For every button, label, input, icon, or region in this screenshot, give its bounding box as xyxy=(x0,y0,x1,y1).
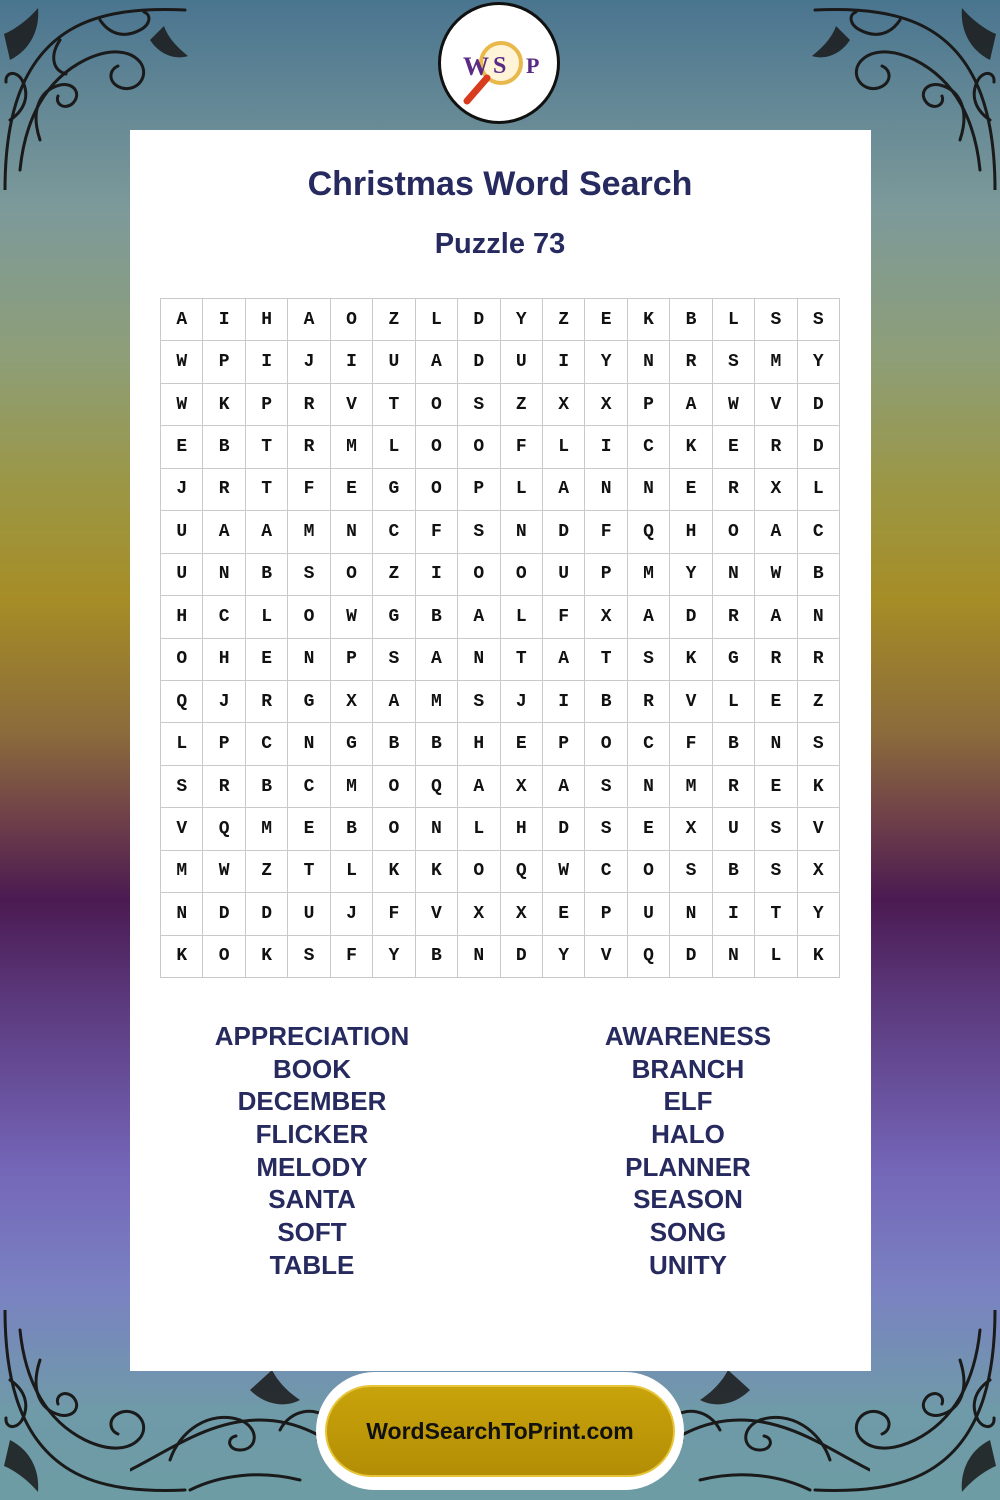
grid-cell[interactable]: D xyxy=(543,808,585,850)
grid-cell[interactable]: V xyxy=(670,681,712,723)
grid-cell[interactable]: Z xyxy=(373,299,415,341)
grid-cell[interactable]: H xyxy=(458,723,500,765)
grid-cell[interactable]: U xyxy=(161,511,203,553)
grid-cell[interactable]: J xyxy=(501,681,543,723)
grid-cell[interactable]: O xyxy=(585,723,627,765)
grid-cell[interactable]: N xyxy=(331,511,373,553)
word-list-right xyxy=(538,1020,838,1282)
grid-cell[interactable]: R xyxy=(798,639,840,681)
grid-cell[interactable]: R xyxy=(713,766,755,808)
grid-cell[interactable]: R xyxy=(628,681,670,723)
grid-cell[interactable]: J xyxy=(331,893,373,935)
grid-cell[interactable]: Q xyxy=(628,936,670,978)
grid-cell[interactable]: N xyxy=(585,469,627,511)
grid-cell[interactable]: L xyxy=(798,469,840,511)
grid-cell[interactable]: L xyxy=(331,851,373,893)
grid-cell[interactable]: X xyxy=(331,681,373,723)
grid-cell[interactable]: L xyxy=(416,299,458,341)
word-list-item: HALO xyxy=(651,1119,725,1150)
grid-cell[interactable]: M xyxy=(331,426,373,468)
site-logo[interactable] xyxy=(438,2,560,124)
grid-cell[interactable]: M xyxy=(246,808,288,850)
word-list-item: SANTA xyxy=(268,1184,356,1215)
grid-cell[interactable]: F xyxy=(501,426,543,468)
grid-cell[interactable]: S xyxy=(713,341,755,383)
grid-cell[interactable]: Y xyxy=(798,341,840,383)
grid-cell[interactable]: S xyxy=(458,384,500,426)
grid-cell[interactable]: H xyxy=(203,639,245,681)
grid-cell[interactable]: N xyxy=(628,766,670,808)
grid-cell[interactable]: N xyxy=(798,596,840,638)
grid-cell[interactable]: S xyxy=(755,851,797,893)
grid-cell[interactable]: C xyxy=(373,511,415,553)
grid-cell[interactable]: B xyxy=(416,723,458,765)
grid-cell[interactable]: B xyxy=(798,554,840,596)
grid-cell[interactable]: M xyxy=(416,681,458,723)
word-list-item: APPRECIATION xyxy=(214,1021,410,1051)
grid-cell[interactable]: V xyxy=(755,384,797,426)
grid-cell[interactable]: D xyxy=(670,596,712,638)
grid-cell[interactable]: C xyxy=(288,766,330,808)
grid-cell[interactable]: B xyxy=(713,723,755,765)
grid-cell[interactable]: E xyxy=(670,469,712,511)
letter-grid xyxy=(160,298,840,978)
site-url-button[interactable]: WordSearchToPrint.com xyxy=(325,1385,675,1477)
grid-cell[interactable]: N xyxy=(628,469,670,511)
word-list-item: FLICKER xyxy=(255,1119,369,1150)
grid-cell[interactable]: A xyxy=(543,639,585,681)
grid-cell[interactable]: Q xyxy=(161,681,203,723)
grid-cell[interactable]: W xyxy=(331,596,373,638)
grid-cell[interactable]: R xyxy=(713,596,755,638)
grid-cell[interactable]: U xyxy=(628,893,670,935)
grid-cell[interactable]: R xyxy=(288,426,330,468)
grid-cell[interactable]: S xyxy=(288,936,330,978)
grid-cell[interactable]: N xyxy=(628,341,670,383)
grid-cell[interactable]: K xyxy=(203,384,245,426)
grid-cell[interactable]: A xyxy=(543,766,585,808)
grid-cell[interactable]: S xyxy=(585,808,627,850)
grid-cell[interactable]: N xyxy=(458,639,500,681)
grid-cell[interactable]: F xyxy=(585,511,627,553)
grid-cell[interactable]: P xyxy=(246,384,288,426)
grid-cell[interactable]: W xyxy=(755,554,797,596)
grid-cell[interactable]: J xyxy=(203,681,245,723)
grid-cell[interactable]: S xyxy=(161,766,203,808)
grid-cell[interactable]: A xyxy=(755,596,797,638)
grid-cell[interactable]: X xyxy=(543,384,585,426)
grid-cell[interactable]: E xyxy=(713,426,755,468)
grid-cell[interactable]: O xyxy=(416,469,458,511)
grid-cell[interactable]: V xyxy=(585,936,627,978)
grid-cell[interactable]: A xyxy=(458,766,500,808)
grid-cell[interactable]: N xyxy=(670,893,712,935)
grid-cell[interactable]: H xyxy=(670,511,712,553)
grid-cell[interactable]: M xyxy=(628,554,670,596)
grid-cell[interactable]: D xyxy=(543,511,585,553)
logo-letter-w: W xyxy=(463,52,489,81)
grid-cell[interactable]: O xyxy=(458,851,500,893)
grid-cell[interactable]: T xyxy=(373,384,415,426)
grid-cell[interactable]: O xyxy=(331,299,373,341)
grid-cell[interactable]: S xyxy=(288,554,330,596)
grid-cell[interactable]: V xyxy=(798,808,840,850)
grid-cell[interactable]: K xyxy=(416,851,458,893)
grid-cell[interactable]: H xyxy=(161,596,203,638)
grid-cell[interactable]: R xyxy=(288,384,330,426)
grid-cell[interactable]: S xyxy=(458,681,500,723)
grid-cell[interactable]: V xyxy=(161,808,203,850)
grid-cell[interactable]: T xyxy=(755,893,797,935)
grid-cell[interactable]: B xyxy=(246,766,288,808)
grid-cell[interactable]: F xyxy=(288,469,330,511)
grid-cell[interactable]: Y xyxy=(543,936,585,978)
grid-cell[interactable]: L xyxy=(713,681,755,723)
grid-cell[interactable]: E xyxy=(585,299,627,341)
grid-cell[interactable]: E xyxy=(755,766,797,808)
grid-cell[interactable]: E xyxy=(755,681,797,723)
grid-cell[interactable]: I xyxy=(246,341,288,383)
grid-cell[interactable]: O xyxy=(628,851,670,893)
grid-cell[interactable]: N xyxy=(288,723,330,765)
grid-cell[interactable]: N xyxy=(458,936,500,978)
grid-cell[interactable]: U xyxy=(161,554,203,596)
grid-cell[interactable]: A xyxy=(416,639,458,681)
grid-cell[interactable]: S xyxy=(798,723,840,765)
grid-cell[interactable]: U xyxy=(713,808,755,850)
grid-cell[interactable]: A xyxy=(458,596,500,638)
grid-cell[interactable]: U xyxy=(543,554,585,596)
logo-letter-s: S xyxy=(493,53,507,79)
grid-cell[interactable]: G xyxy=(713,639,755,681)
grid-cell[interactable]: A xyxy=(288,299,330,341)
grid-cell[interactable]: N xyxy=(755,723,797,765)
grid-cell[interactable]: S xyxy=(585,766,627,808)
grid-cell[interactable]: L xyxy=(755,936,797,978)
grid-cell[interactable]: T xyxy=(585,639,627,681)
grid-cell[interactable]: Z xyxy=(798,681,840,723)
word-list-item: SEASON xyxy=(633,1184,743,1215)
grid-cell[interactable]: B xyxy=(331,808,373,850)
grid-cell[interactable]: O xyxy=(161,639,203,681)
grid-cell[interactable]: Y xyxy=(501,299,543,341)
grid-cell[interactable]: D xyxy=(458,341,500,383)
grid-cell[interactable]: C xyxy=(628,723,670,765)
grid-cell[interactable]: S xyxy=(798,299,840,341)
grid-cell[interactable]: N xyxy=(416,808,458,850)
grid-cell[interactable]: E xyxy=(628,808,670,850)
grid-cell[interactable]: O xyxy=(713,511,755,553)
grid-cell[interactable]: E xyxy=(501,723,543,765)
grid-cell[interactable]: L xyxy=(501,469,543,511)
grid-cell[interactable]: R xyxy=(755,639,797,681)
grid-cell[interactable]: D xyxy=(246,893,288,935)
grid-cell[interactable]: M xyxy=(331,766,373,808)
grid-cell[interactable]: N xyxy=(161,893,203,935)
grid-cell[interactable]: Y xyxy=(798,893,840,935)
grid-cell[interactable]: Z xyxy=(543,299,585,341)
grid-cell[interactable]: V xyxy=(416,893,458,935)
grid-cell[interactable]: O xyxy=(331,554,373,596)
grid-cell[interactable]: Z xyxy=(501,384,543,426)
grid-cell[interactable]: B xyxy=(416,596,458,638)
word-list-item: TABLE xyxy=(269,1249,355,1280)
grid-cell[interactable]: N xyxy=(203,554,245,596)
grid-cell[interactable]: E xyxy=(331,469,373,511)
grid-cell[interactable]: Q xyxy=(501,851,543,893)
grid-cell[interactable]: P xyxy=(628,384,670,426)
grid-cell[interactable]: A xyxy=(628,596,670,638)
grid-cell[interactable]: R xyxy=(713,469,755,511)
grid-cell[interactable]: P xyxy=(543,723,585,765)
grid-cell[interactable]: W xyxy=(543,851,585,893)
grid-cell[interactable]: R xyxy=(670,341,712,383)
word-list-item: MELODY xyxy=(256,1151,368,1182)
grid-cell[interactable]: S xyxy=(628,639,670,681)
grid-cell[interactable]: N xyxy=(713,936,755,978)
grid-cell[interactable]: X xyxy=(501,766,543,808)
grid-cell[interactable]: B xyxy=(416,936,458,978)
grid-cell[interactable]: X xyxy=(670,808,712,850)
grid-cell[interactable]: H xyxy=(501,808,543,850)
grid-cell[interactable]: B xyxy=(373,723,415,765)
grid-cell[interactable]: K xyxy=(798,766,840,808)
grid-cell[interactable]: A xyxy=(373,681,415,723)
grid-cell[interactable]: A xyxy=(670,384,712,426)
magnifier-icon xyxy=(441,5,557,121)
word-list-item: DECEMBER xyxy=(237,1086,387,1117)
grid-cell[interactable]: A xyxy=(416,341,458,383)
grid-cell[interactable]: Q xyxy=(203,808,245,850)
grid-cell[interactable]: X xyxy=(798,851,840,893)
grid-cell[interactable]: E xyxy=(543,893,585,935)
grid-cell[interactable]: T xyxy=(246,426,288,468)
grid-cell[interactable]: R xyxy=(203,469,245,511)
grid-cell[interactable]: O xyxy=(373,766,415,808)
grid-cell[interactable]: V xyxy=(331,384,373,426)
grid-cell[interactable]: M xyxy=(670,766,712,808)
grid-cell[interactable]: C xyxy=(246,723,288,765)
grid-cell[interactable]: I xyxy=(331,341,373,383)
grid-cell[interactable]: G xyxy=(373,469,415,511)
word-list-left xyxy=(162,1020,462,1282)
grid-cell[interactable]: Y xyxy=(373,936,415,978)
grid-cell[interactable]: O xyxy=(416,384,458,426)
word-list-item: BOOK xyxy=(273,1053,351,1084)
grid-cell[interactable]: X xyxy=(585,384,627,426)
grid-cell[interactable]: Q xyxy=(416,766,458,808)
grid-cell[interactable]: E xyxy=(246,639,288,681)
grid-cell[interactable]: M xyxy=(755,341,797,383)
grid-cell[interactable]: O xyxy=(458,554,500,596)
grid-cell[interactable]: I xyxy=(585,426,627,468)
grid-cell[interactable]: X xyxy=(755,469,797,511)
grid-cell[interactable]: S xyxy=(458,511,500,553)
grid-cell[interactable]: I xyxy=(543,341,585,383)
grid-cell[interactable]: A xyxy=(246,511,288,553)
grid-cell[interactable]: O xyxy=(458,426,500,468)
grid-cell[interactable]: U xyxy=(288,893,330,935)
grid-cell[interactable]: I xyxy=(203,299,245,341)
grid-cell[interactable]: L xyxy=(246,596,288,638)
grid-cell[interactable]: C xyxy=(628,426,670,468)
grid-cell[interactable]: Y xyxy=(585,341,627,383)
grid-cell[interactable]: K xyxy=(161,936,203,978)
grid-cell[interactable]: D xyxy=(458,299,500,341)
grid-cell[interactable]: X xyxy=(585,596,627,638)
grid-cell[interactable]: D xyxy=(798,384,840,426)
grid-cell[interactable]: P xyxy=(585,893,627,935)
grid-cell[interactable]: X xyxy=(458,893,500,935)
grid-cell[interactable]: A xyxy=(755,511,797,553)
grid-cell[interactable]: F xyxy=(331,936,373,978)
grid-cell[interactable]: P xyxy=(458,469,500,511)
grid-cell[interactable]: R xyxy=(203,766,245,808)
grid-cell[interactable]: K xyxy=(798,936,840,978)
grid-cell[interactable]: B xyxy=(585,681,627,723)
grid-cell[interactable]: L xyxy=(161,723,203,765)
grid-cell[interactable]: G xyxy=(331,723,373,765)
grid-cell[interactable]: S xyxy=(755,299,797,341)
grid-cell[interactable]: U xyxy=(373,341,415,383)
grid-cell[interactable]: N xyxy=(713,554,755,596)
grid-cell[interactable]: F xyxy=(416,511,458,553)
word-list-item: UNITY xyxy=(649,1249,727,1280)
grid-cell[interactable]: O xyxy=(288,596,330,638)
grid-cell[interactable]: O xyxy=(203,936,245,978)
grid-cell[interactable]: C xyxy=(203,596,245,638)
grid-cell[interactable]: B xyxy=(203,426,245,468)
grid-cell[interactable]: B xyxy=(713,851,755,893)
grid-cell[interactable]: A xyxy=(161,299,203,341)
grid-cell[interactable]: O xyxy=(501,554,543,596)
grid-cell[interactable]: B xyxy=(670,299,712,341)
word-list-item: PLANNER xyxy=(625,1151,751,1182)
grid-cell[interactable]: Z xyxy=(246,851,288,893)
grid-cell[interactable]: F xyxy=(670,723,712,765)
grid-cell[interactable]: N xyxy=(288,639,330,681)
grid-cell[interactable]: E xyxy=(161,426,203,468)
grid-cell[interactable]: W xyxy=(203,851,245,893)
grid-cell[interactable]: X xyxy=(501,893,543,935)
grid-cell[interactable]: D xyxy=(501,936,543,978)
grid-cell[interactable]: I xyxy=(713,893,755,935)
word-list-item: SOFT xyxy=(277,1217,347,1248)
grid-cell[interactable]: L xyxy=(458,808,500,850)
grid-cell[interactable]: R xyxy=(246,681,288,723)
grid-cell[interactable]: G xyxy=(288,681,330,723)
grid-cell[interactable]: L xyxy=(373,426,415,468)
grid-cell[interactable]: T xyxy=(501,639,543,681)
grid-cell[interactable]: I xyxy=(416,554,458,596)
grid-cell[interactable]: W xyxy=(161,341,203,383)
grid-cell[interactable]: K xyxy=(628,299,670,341)
grid-cell[interactable]: S xyxy=(670,851,712,893)
grid-cell[interactable]: R xyxy=(755,426,797,468)
grid-cell[interactable]: I xyxy=(543,681,585,723)
word-list-item: AWARENESS xyxy=(604,1021,772,1051)
grid-cell[interactable]: T xyxy=(246,469,288,511)
page-title: Christmas Word Search xyxy=(307,165,693,203)
puzzle-number: Puzzle 73 xyxy=(434,228,566,260)
grid-cell[interactable]: M xyxy=(288,511,330,553)
logo-letter-p: P xyxy=(526,53,540,78)
grid-cell[interactable]: Q xyxy=(628,511,670,553)
grid-cell[interactable]: K xyxy=(246,936,288,978)
word-list-item: ELF xyxy=(663,1086,713,1117)
grid-cell[interactable]: P xyxy=(331,639,373,681)
grid-cell[interactable]: W xyxy=(161,384,203,426)
grid-cell[interactable]: P xyxy=(203,341,245,383)
grid-cell[interactable]: Z xyxy=(373,554,415,596)
grid-cell[interactable]: O xyxy=(373,808,415,850)
grid-cell[interactable]: E xyxy=(288,808,330,850)
grid-cell[interactable]: T xyxy=(288,851,330,893)
grid-cell[interactable]: K xyxy=(373,851,415,893)
grid-cell[interactable]: L xyxy=(713,299,755,341)
grid-cell[interactable]: O xyxy=(416,426,458,468)
grid-cell[interactable]: P xyxy=(585,554,627,596)
grid-cell[interactable]: F xyxy=(373,893,415,935)
word-list-item: BRANCH xyxy=(631,1053,745,1084)
grid-cell[interactable]: U xyxy=(501,341,543,383)
grid-cell[interactable]: H xyxy=(246,299,288,341)
grid-cell[interactable]: K xyxy=(670,639,712,681)
grid-cell[interactable]: D xyxy=(798,426,840,468)
grid-cell[interactable]: A xyxy=(203,511,245,553)
grid-cell[interactable]: K xyxy=(670,426,712,468)
grid-cell[interactable]: A xyxy=(543,469,585,511)
grid-cell[interactable]: J xyxy=(288,341,330,383)
grid-cell[interactable]: D xyxy=(670,936,712,978)
grid-cell[interactable]: D xyxy=(203,893,245,935)
grid-cell[interactable]: Y xyxy=(670,554,712,596)
grid-cell[interactable]: G xyxy=(373,596,415,638)
grid-cell[interactable]: C xyxy=(798,511,840,553)
grid-cell[interactable]: L xyxy=(501,596,543,638)
grid-cell[interactable]: S xyxy=(373,639,415,681)
grid-cell[interactable]: C xyxy=(585,851,627,893)
grid-cell[interactable]: F xyxy=(543,596,585,638)
grid-cell[interactable]: W xyxy=(713,384,755,426)
grid-cell[interactable]: J xyxy=(161,469,203,511)
grid-cell[interactable]: M xyxy=(161,851,203,893)
grid-cell[interactable]: S xyxy=(755,808,797,850)
grid-cell[interactable]: P xyxy=(203,723,245,765)
word-list-item: SONG xyxy=(649,1217,727,1248)
grid-cell[interactable]: L xyxy=(543,426,585,468)
grid-cell[interactable]: B xyxy=(246,554,288,596)
grid-cell[interactable]: N xyxy=(501,511,543,553)
